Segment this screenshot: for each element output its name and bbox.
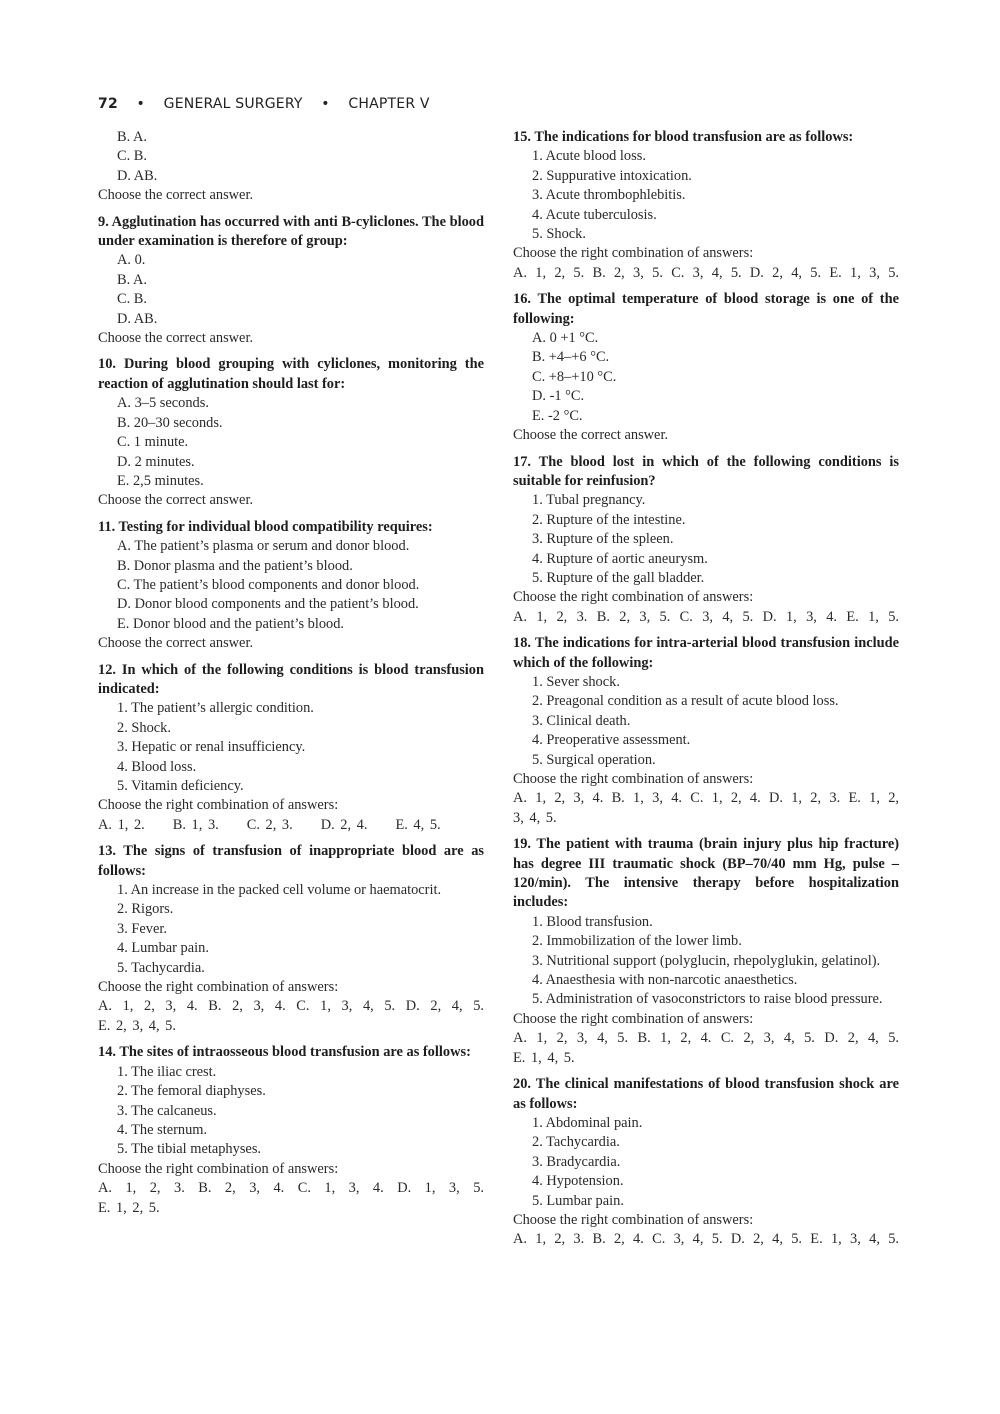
answer-option: 3. Bradycardia. (532, 1153, 621, 1170)
answer-option: 5. The tibial metaphyses. (117, 1141, 262, 1158)
answer-options (513, 491, 899, 588)
answer-options (98, 128, 484, 186)
answer-option: 2. Suppurative intoxication. (532, 167, 692, 184)
answer-option: D. AB. (117, 167, 158, 184)
question-text: 11. Testing for individual blood compatibility requires: (98, 518, 433, 535)
answer-option: 2. Immobilization of the lower limb. (532, 933, 742, 950)
answer-instruction: Choose the right combination of answers: (513, 245, 754, 262)
answer-option: 5. Administration of vasoconstrictors to raise blood pressure. (532, 991, 883, 1008)
answer-option: C. +8–+10 °C. (532, 368, 617, 385)
answer-option: 1. The patient’s allergic condition. (117, 700, 314, 717)
answer-option: 5. Tachycardia. (117, 959, 205, 976)
answer-options (98, 881, 484, 978)
answer-option: 3. Acute thrombophlebitis. (532, 187, 686, 204)
answer-option: 2. The femoral diaphyses. (117, 1083, 266, 1100)
answer-option: 3. Nutritional support (polyglucin, rhepolyglukin, gelatinol). (532, 952, 881, 969)
answer-instruction: Choose the correct answer. (98, 492, 254, 509)
answer-option: 2. Preagonal condition as a result of acute blood loss. (532, 693, 839, 710)
answer-option: 4. Acute tuberculosis. (532, 206, 657, 223)
answer-combinations: A. 1, 2, 5. B. 2, 3, 5. C. 3, 4, 5. D. 2, 4, 5. E. 1, 3, 5. (513, 264, 899, 281)
answer-option: 3. Fever. (117, 920, 167, 937)
answer-option: 5. Vitamin deficiency. (117, 778, 244, 794)
answer-combinations: A. 1, 2, 3. B. 2, 3, 4. C. 1, 3, 4. D. 1, 3, 5. (98, 1180, 484, 1197)
answer-option: 5. Shock. (532, 226, 586, 243)
question-18 (513, 634, 899, 828)
answer-options (98, 394, 484, 491)
question-9 (98, 213, 484, 349)
answer-instruction: Choose the correct answer. (98, 330, 254, 347)
answer-options (98, 537, 484, 634)
running-header (98, 96, 430, 112)
answer-option: 4. Hypotension. (532, 1173, 624, 1190)
answer-option: A. 0 +1 °C. (532, 330, 599, 347)
question-15 (513, 128, 899, 283)
answer-option: 2. Rigors. (117, 901, 174, 918)
answer-option: D. 2 minutes. (117, 453, 195, 470)
question-11 (98, 518, 484, 654)
answer-option: 1. Abdominal pain. (532, 1114, 643, 1131)
answer-options (513, 147, 899, 244)
answer-option: 3. Hepatic or renal insufficiency. (117, 739, 306, 756)
answer-option: 1. An increase in the packed cell volume or haematocrit. (117, 882, 442, 899)
answer-instruction: Choose the right combination of answers: (513, 589, 754, 606)
answer-option: C. 1 minute. (117, 434, 189, 451)
answer-options (98, 1063, 484, 1160)
answer-options (98, 251, 484, 329)
question-text: 18. The indications for intra-arterial blood transfusion include which of the following: (513, 635, 899, 671)
question-13 (98, 842, 484, 1036)
answer-option: 4. Preoperative assessment. (532, 732, 691, 749)
answer-combinations: A. 1, 2, 3. B. 2, 3, 5. C. 3, 4, 5. D. 1, 3, 4. E. 1, 5. (513, 608, 899, 625)
answer-option: 1. Sever shock. (532, 673, 620, 690)
answer-option: 4. The sternum. (117, 1121, 208, 1138)
question-12 (98, 661, 484, 836)
answer-option: B. +4–+6 °C. (532, 349, 610, 366)
answer-option: 5. Surgical operation. (532, 751, 656, 768)
answer-option: 1. Acute blood loss. (532, 148, 646, 165)
question-text: 19. The patient with trauma (brain injury plus hip fracture) has degree III traumatic shock (BP–70/40 mm Hg, pulse – 120/min). The intensive therapy before hospitalization includes: (513, 836, 899, 911)
answer-combinations: A. 1, 2, 3, 4, 5. B. 1, 2, 4. C. 2, 3, 4, 5. D. 2, 4, 5. (513, 1030, 899, 1047)
question-text: 17. The blood lost in which of the following conditions is suitable for reinfusion? (513, 453, 899, 489)
answer-option: 2. Tachycardia. (532, 1134, 620, 1151)
question-16 (513, 290, 899, 445)
answer-instruction: Choose the right combination of answers: (513, 1010, 754, 1027)
answer-option: 3. Clinical death. (532, 712, 631, 729)
answer-instruction: Choose the right combination of answers: (513, 771, 754, 787)
answer-combinations: E. 1, 4, 5. (513, 1049, 575, 1066)
answer-option: E. 2,5 minutes. (117, 472, 204, 489)
answer-option: 4. Anaesthesia with non-narcotic anaesthetics. (532, 972, 798, 989)
answer-instruction: Choose the correct answer. (98, 187, 254, 204)
chapter-title: CHAPTER V (348, 96, 430, 112)
answer-option: A. 0. (117, 252, 146, 269)
answer-combinations: E. 1, 2, 5. (98, 1199, 160, 1216)
answer-instruction: Choose the right combination of answers: (513, 1211, 754, 1228)
answer-instruction: Choose the right combination of answers: (98, 979, 339, 996)
answer-option: 4. Blood loss. (117, 758, 197, 775)
answer-combinations: A. 1, 2, 3, 4. B. 2, 3, 4. C. 1, 3, 4, 5. D. 2, 4, 5. (98, 998, 484, 1015)
question-text: 9. Agglutination has occurred with anti B-cyliclones. The blood under examination is therefore of group: (98, 213, 484, 250)
answer-option: 4. Rupture of aortic aneurysm. (532, 550, 708, 567)
answer-option: C. B. (117, 291, 147, 308)
header-bullet: • (136, 96, 146, 112)
answer-option: 4. Lumbar pain. (117, 940, 209, 957)
answer-combinations: A. 1, 2, 3, 4. B. 1, 3, 4. C. 1, 2, 4. D. 1, 2, 3. E. 1, 2, (513, 790, 899, 807)
answer-options (98, 699, 484, 796)
answer-option: B. 20–30 seconds. (117, 414, 223, 431)
answer-combinations: 3, 4, 5. (513, 809, 557, 826)
answer-option: D. Donor blood components and the patient’s blood. (117, 596, 419, 613)
answer-option: 2. Shock. (117, 719, 171, 736)
answer-instruction: Choose the correct answer. (98, 635, 254, 652)
answer-option: D. AB. (117, 310, 158, 327)
question-text: 15. The indications for blood transfusion are as follows: (513, 129, 854, 145)
answer-option: B. A. (117, 129, 147, 145)
question-10 (98, 355, 484, 510)
answer-combinations: E. 2, 3, 4, 5. (98, 1017, 176, 1034)
left-column (98, 128, 484, 1225)
answer-instruction: Choose the right combination of answers: (98, 797, 339, 814)
question-text: 20. The clinical manifestations of blood transfusion shock are as follows: (513, 1076, 899, 1112)
question-text: 16. The optimal temperature of blood storage is one of the following: (513, 291, 899, 327)
answer-combinations: A. 1, 2, 3. B. 2, 4. C. 3, 4, 5. D. 2, 4, 5. E. 1, 3, 4, 5. (513, 1231, 899, 1248)
answer-option: B. A. (117, 271, 147, 288)
answer-options (513, 913, 899, 1010)
question-text: 12. In which of the following conditions is blood transfusion indicated: (98, 661, 484, 697)
question-8-continued (98, 128, 484, 206)
header-bullet: • (321, 96, 330, 112)
answer-option: E. -2 °C. (532, 407, 583, 424)
question-19 (513, 835, 899, 1068)
question-text: 10. During blood grouping with cyliclones, monitoring the reaction of agglutination should last for: (98, 356, 484, 392)
question-17 (513, 453, 899, 628)
answer-options (513, 329, 899, 426)
answer-combinations: A. 1, 2. B. 1, 3. C. 2, 3. D. 2, 4. E. 4, 5. (98, 816, 441, 833)
answer-option: 5. Rupture of the gall bladder. (532, 569, 705, 586)
answer-option: 1. Tubal pregnancy. (532, 492, 646, 509)
answer-option: 1. The iliac crest. (117, 1063, 217, 1080)
answer-option: C. The patient’s blood components and donor blood. (117, 576, 420, 593)
answer-option: E. Donor blood and the patient’s blood. (117, 615, 345, 632)
answer-options (513, 673, 899, 770)
answer-option: 1. Blood transfusion. (532, 913, 653, 930)
answer-option: 3. The calcaneus. (117, 1102, 217, 1119)
answer-instruction: Choose the correct answer. (513, 427, 669, 444)
answer-option: B. Donor plasma and the patient’s blood. (117, 557, 353, 574)
question-text: 14. The sites of intraosseous blood transfusion are as follows: (98, 1044, 471, 1061)
question-text: 13. The signs of transfusion of inappropriate blood are as follows: (98, 843, 484, 879)
answer-option: A. The patient’s plasma or serum and donor blood. (117, 538, 410, 555)
answer-option: A. 3–5 seconds. (117, 395, 209, 412)
answer-option: 5. Lumbar pain. (532, 1192, 624, 1209)
answer-instruction: Choose the right combination of answers: (98, 1160, 339, 1177)
answer-option: D. -1 °C. (532, 388, 585, 405)
answer-options (513, 1114, 899, 1211)
page-number: 72 (98, 96, 118, 112)
question-20 (513, 1075, 899, 1250)
answer-option: 3. Rupture of the spleen. (532, 531, 674, 548)
book-title: GENERAL SURGERY (163, 96, 303, 112)
answer-option: 2. Rupture of the intestine. (532, 511, 686, 528)
question-14 (98, 1043, 484, 1218)
answer-option: C. B. (117, 148, 147, 165)
right-column (513, 128, 899, 1257)
